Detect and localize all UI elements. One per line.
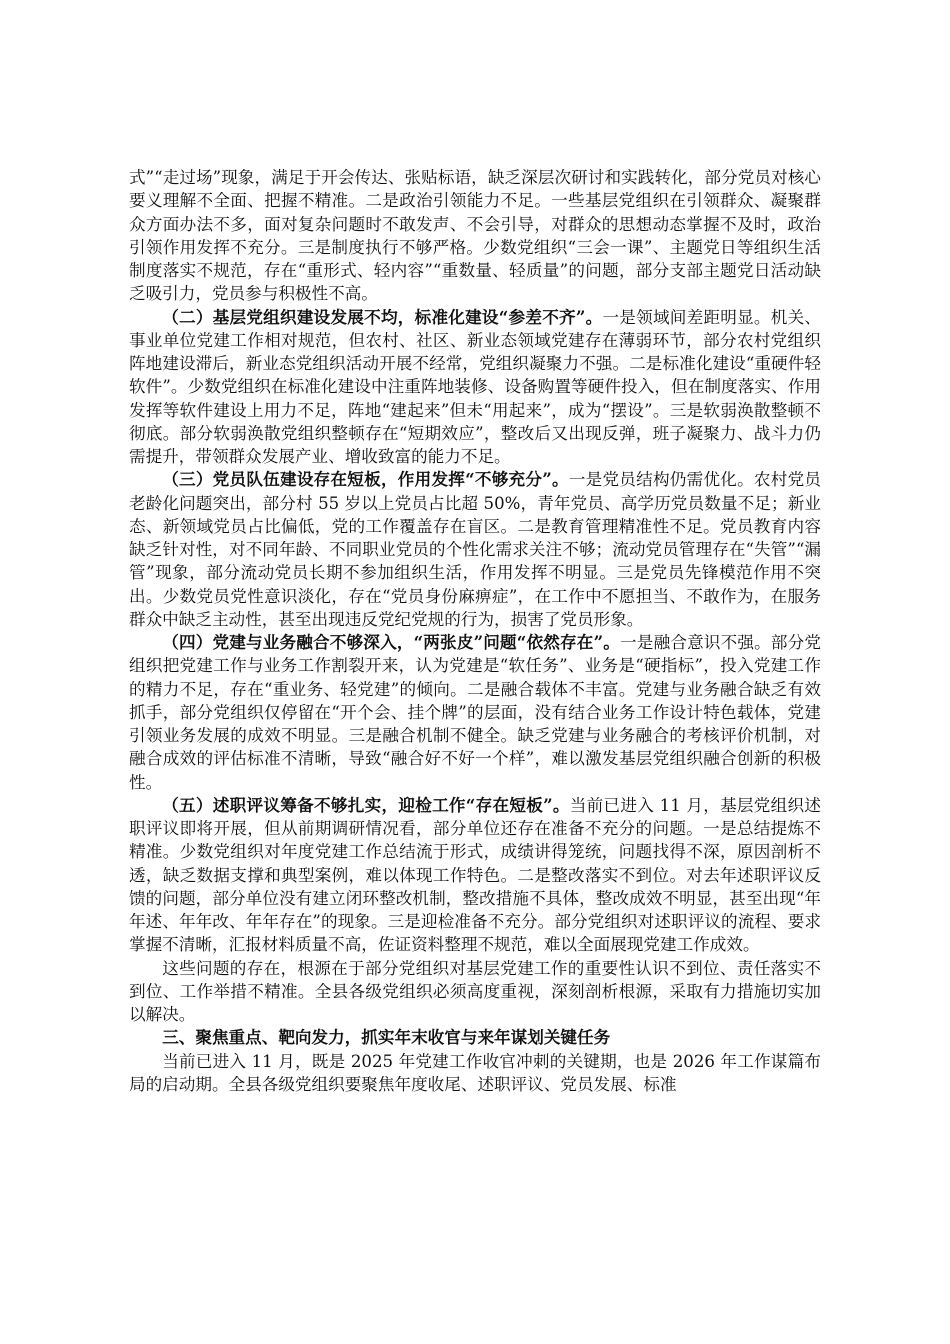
section-3-title: （三）党员队伍建设存在短板，作用发挥“不够充分”。 bbox=[162, 469, 569, 490]
section-2-body: 一是领域间差距明显。机关、事业单位党建工作相对规范，但农村、社区、新业态领域党建存在薄弱环节，部分农村党组织阵地建设滞后，新业态党组织活动开展不经常，党组织凝聚力不强。二是标准化建设“重硬件轻软件”。少数党组织在标准化建设中注重阵地装修、设备购置等硬件投入，但在制度落实、作用发挥等软件建设上用力不足，阵地“建起来”但未“用起来”，成为“摆设”。三是软弱涣散整顿不彻底。部分软弱涣散党组织整顿存在“短期效应”，整改后又出现反弹，班子凝聚力、战斗力仍需提升，带领群众发展产业、增收致富的能力不足。 bbox=[129, 307, 822, 466]
section-4-title: （四）党建与业务融合不够深入，“两张皮”问题“依然存在”。 bbox=[162, 632, 621, 652]
paragraph-section-4 bbox=[129, 631, 821, 794]
section-4-body: 一是融合意识不强。部分党组织把党建工作与业务工作割裂开来，认为党建是“软任务”、业务是“硬指标”，投入党建工作的精力不足，存在“重业务、轻党建”的倾向。二是融合载体不丰富。党建与业务融合缺乏有效抓手，部分党组织仅停留在“开个会、挂个牌”的层面，没有结合业务工作设计特色载体，党建引领业务发展的成效不明显。三是融合机制不健全。缺乏党建与业务融合的考核评价机制，对融合成效的评估标准不清晰，导致“融合好不好一个样”，难以激发基层党组织融合创新的积极性。 bbox=[129, 633, 822, 792]
paragraph-summary: 这些问题的存在，根源在于部分党组织对基层党建工作的重要性认识不到位、责任落实不到位、工作举措不精准。全县各级党组织必须高度重视，深刻剖析根源，采取有力措施切实加以解决。 bbox=[129, 958, 821, 1024]
section-5-title: （五）述职评议筹备不够扎实，迎检工作“存在短板”。 bbox=[162, 794, 570, 815]
section-5-body: 当前已进入 11 月，基层党组织述职评议即将开展，但从前期调研情况看，部分单位还存在准备不充分的问题。一是总结提炼不精准。少数党组织对年度党建工作总结流于形式，成绩讲得笼统，问题找得不深，原因剖析不透，缺乏数据支撑和典型案例，难以体现工作特色。二是整改落实不到位。对去年述职评议反馈的问题，部分单位没有建立闭环整改机制，整改措施不具体，整改成效不明显，甚至出现“年年述、年年改、年年存在”的现象。三是迎检准备不充分。部分党组织对述职评议的流程、要求掌握不清晰，汇报材料质量不高，佐证资料整理不规范，难以全面展现党建工作成效。 bbox=[129, 795, 821, 955]
section-3-heading: 三、聚焦重点、靶向发力，抓实年末收官与来年谋划关键任务 bbox=[162, 1027, 611, 1048]
paragraph-section-2 bbox=[129, 306, 821, 469]
paragraph-last: 当前已进入 11 月，既是 2025 年党建工作收官冲刺的关键期，也是 2026 年工作谋篇布局的启动期。全县各级党组织要聚焦年度收尾、述职评议、党员发展、标准 bbox=[129, 1051, 821, 1094]
paragraph-intro: 式”“走过场”现象，满足于开会传达、张贴标语，缺乏深层次研讨和实践转化，部分党员对核心要义理解不全面、把握不精准。二是政治引领能力不足。一些基层党组织在引领群众、凝聚群众方面办法不多，面对复杂问题时不敢发声、不会引导，对群众的思想动态掌握不及时，政治引领作用发挥不充分。三是制度执行不够严格。少数党组织“三会一课”、主题党日等组织生活制度落实不规范，存在“重形式、轻内容”“重数量、轻质量”的问题，部分支部主题党日活动缺乏吸引力，党员参与积极性不高。 bbox=[129, 168, 821, 304]
paragraph-section-3 bbox=[129, 468, 821, 631]
document-body bbox=[129, 166, 821, 1096]
paragraph-section-5 bbox=[129, 794, 821, 957]
section-2-title: （二）基层党组织建设发展不均，标准化建设“参差不齐”。 bbox=[162, 306, 603, 327]
section-3-body: 一是党员结构仍需优化。农村党员老龄化问题突出，部分村 55 岁以上党员占比超 50%，青年党员、高学历党员数量不足；新业态、新领域党员占比偏低，党的工作覆盖存在盲区。二是教育管理精准性不足。党员教育内容缺乏针对性，对不同年龄、不同职业党员的个性化需求关注不够；流动党员管理存在“失管”“漏管”现象，部分流动党员长期不参加组织生活，作用发挥不明显。三是党员先锋模范作用不突出。少数党员党性意识淡化，存在“党员身份麻痹症”，在工作中不愿担当、不敢作为，在服务群众中缺乏主动性，甚至出现违反党纪党规的行为，损害了党员形象。 bbox=[129, 470, 822, 629]
